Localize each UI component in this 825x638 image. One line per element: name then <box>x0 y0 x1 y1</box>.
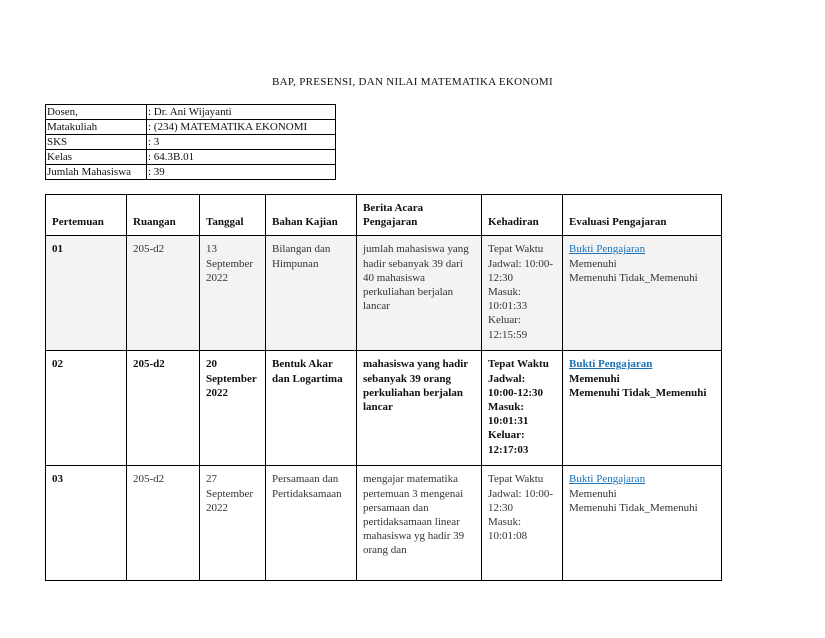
info-key: Jumlah Mahasiswa <box>46 165 147 180</box>
header-ruangan: Ruangan <box>127 195 200 236</box>
status-text: Tepat Waktu <box>488 243 544 256</box>
info-row-jumlah <box>46 165 336 180</box>
eval-text: Memenuhi <box>569 257 617 270</box>
cell-evaluasi <box>563 236 722 351</box>
jadwal-text: Jadwal: 10:00-12:30 <box>488 372 543 399</box>
cell-tanggal: 13 September 2022 <box>200 236 266 351</box>
cell-kehadiran <box>482 351 563 466</box>
cell-ruangan: 205-d2 <box>127 351 200 466</box>
header-evaluasi: Evaluasi Pengajaran <box>563 195 722 236</box>
cell-kehadiran <box>482 466 563 581</box>
keluar-text: Keluar: 12:15:59 <box>488 314 528 341</box>
info-row-kelas <box>46 150 336 165</box>
header-berita-acara: Berita Acara Pengajaran <box>357 195 482 236</box>
cell-pertemuan: 01 <box>46 236 127 351</box>
cell-ruangan: 205-d2 <box>127 466 200 581</box>
header-pertemuan: Pertemuan <box>46 195 127 236</box>
jadwal-text: Jadwal: 10:00-12:30 <box>488 257 554 284</box>
info-value: : 64.3B.01 <box>147 150 336 165</box>
info-key: Kelas <box>46 150 147 165</box>
info-value: : (234) MATEMATIKA EKONOMI <box>147 120 336 135</box>
info-key: SKS <box>46 135 147 150</box>
cell-kehadiran <box>482 236 563 351</box>
table-row <box>46 351 722 466</box>
info-key: Matakuliah <box>46 120 147 135</box>
cell-berita-acara: mengajar matematika pertemuan 3 mengenai persamaan dan pertidaksamaan linear mahasiswa yg hadir 39 orang dan <box>357 466 482 581</box>
status-text: Tepat Waktu <box>488 358 549 371</box>
cell-pertemuan: 03 <box>46 466 127 581</box>
eval-options-text: Memenuhi Tidak_Memenuhi <box>569 386 707 399</box>
eval-text: Memenuhi <box>569 487 617 500</box>
info-row-matakuliah <box>46 120 336 135</box>
cell-berita-acara: jumlah mahasiswa yang hadir sebanyak 39 dari 40 mahasiswa perkuliahan berjalan lancar <box>357 236 482 351</box>
cell-ruangan: 205-d2 <box>127 236 200 351</box>
table-row <box>46 466 722 581</box>
page-title: BAP, PRESENSI, DAN NILAI MATEMATIKA EKONOMI <box>272 76 553 88</box>
header-bahan-kajian: Bahan Kajian <box>266 195 357 236</box>
cell-evaluasi <box>563 466 722 581</box>
bukti-pengajaran-link[interactable]: Bukti Pengajaran <box>569 358 653 371</box>
course-info-table <box>45 104 336 180</box>
info-row-dosen <box>46 105 336 120</box>
status-text: Tepat Waktu <box>488 473 544 486</box>
bukti-pengajaran-link[interactable]: Bukti Pengajaran <box>569 473 646 486</box>
cell-tanggal: 27 September 2022 <box>200 466 266 581</box>
header-kehadiran: Kehadiran <box>482 195 563 236</box>
eval-options-text: Memenuhi Tidak_Memenuhi <box>569 271 698 284</box>
masuk-text: Masuk: 10:01:31 <box>488 401 529 428</box>
header-tanggal: Tanggal <box>200 195 266 236</box>
info-key: Dosen, <box>46 105 147 120</box>
cell-evaluasi <box>563 351 722 466</box>
table-header-row <box>46 195 722 236</box>
meeting-table <box>45 194 722 581</box>
jadwal-text: Jadwal: 10:00-12:30 <box>488 487 554 514</box>
eval-text: Memenuhi <box>569 372 620 385</box>
bukti-pengajaran-link[interactable]: Bukti Pengajaran <box>569 243 646 256</box>
info-value: : 3 <box>147 135 336 150</box>
masuk-text: Masuk: 10:01:08 <box>488 516 528 543</box>
cell-berita-acara: mahasiswa yang hadir sebanyak 39 orang perkuliahan berjalan lancar <box>357 351 482 466</box>
cell-bahan-kajian: Persamaan dan Pertidaksamaan <box>266 466 357 581</box>
keluar-text: Keluar: 12:17:03 <box>488 429 529 456</box>
cell-tanggal: 20 September 2022 <box>200 351 266 466</box>
info-value: : Dr. Ani Wijayanti <box>147 105 336 120</box>
table-row <box>46 236 722 351</box>
eval-options-text: Memenuhi Tidak_Memenuhi <box>569 501 698 514</box>
cell-bahan-kajian: Bentuk Akar dan Logartima <box>266 351 357 466</box>
info-value: : 39 <box>147 165 336 180</box>
cell-pertemuan: 02 <box>46 351 127 466</box>
cell-bahan-kajian: Bilangan dan Himpunan <box>266 236 357 351</box>
info-row-sks <box>46 135 336 150</box>
masuk-text: Masuk: 10:01:33 <box>488 286 528 313</box>
